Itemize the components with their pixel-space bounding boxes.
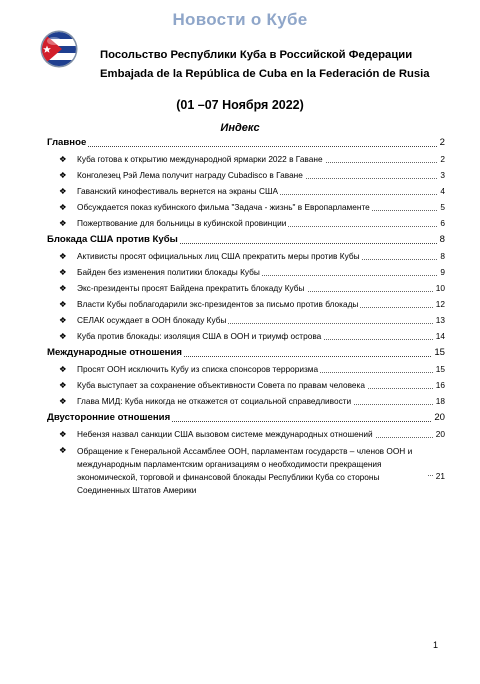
- diamond-bullet-icon: ❖: [59, 170, 67, 180]
- toc-entry-title: Гаванский кинофестиваль вернется на экраны США: [77, 186, 279, 196]
- toc-entry-title: Куба готова к открытию международной ярмарки 2022 в Гаване: [77, 154, 323, 164]
- page-number: 1: [433, 640, 439, 650]
- toc-section-title: Международные отношения: [47, 347, 182, 358]
- toc-entry-title: Куба против блокады: изоляция США в ООН и триумф острова: [77, 331, 322, 341]
- toc-page-number: 15: [434, 347, 445, 358]
- toc-entry-title: Байден без изменения политики блокады Кубы: [77, 267, 260, 277]
- toc-entry-title: Экс-президенты просят Байдена прекратить блокаду Кубы: [77, 283, 305, 293]
- toc-entry-title: Куба выступает за сохранение объективности Совета по правам человека: [77, 380, 365, 390]
- toc-page-number: 20: [435, 429, 445, 439]
- toc-section-bilateral[interactable]: [47, 411, 445, 428]
- dot-leader: [47, 146, 445, 147]
- toc-page-number: 20: [434, 412, 445, 423]
- toc-entry[interactable]: [47, 282, 445, 298]
- diamond-bullet-icon: ❖: [59, 331, 67, 341]
- toc-section-international[interactable]: [47, 346, 445, 363]
- toc-page-number: 8: [440, 251, 445, 261]
- toc-page-number: 14: [435, 331, 445, 341]
- diamond-bullet-icon: ❖: [59, 429, 67, 439]
- toc-entry[interactable]: [47, 395, 445, 411]
- diamond-bullet-icon: ❖: [59, 218, 67, 228]
- toc-entry-title: Глава МИД: Куба никогда не откажется от социальной справедливости: [77, 396, 352, 406]
- toc-page-number: 6: [440, 218, 445, 228]
- toc-entry[interactable]: [47, 266, 445, 282]
- diamond-bullet-icon: ❖: [59, 396, 67, 406]
- toc-page-number: 9: [440, 267, 445, 277]
- diamond-bullet-icon: ❖: [59, 315, 67, 325]
- toc-page-number: 8: [439, 234, 445, 245]
- toc-entry-title: Пожертвование для больницы в кубинской провинции: [77, 218, 287, 228]
- diamond-bullet-icon: ❖: [59, 380, 67, 390]
- toc-section-blockade[interactable]: [47, 233, 445, 250]
- toc-entry-title: Небензя назвал санкции США вызовом системе международных отношений: [77, 429, 373, 439]
- toc-entry[interactable]: [47, 379, 445, 395]
- toc-section-title: Двусторонние отношения: [47, 412, 171, 423]
- masthead: [0, 10, 480, 30]
- toc-page-number: 10: [435, 283, 445, 293]
- toc-section-main[interactable]: [47, 136, 445, 153]
- toc-entry[interactable]: [47, 314, 445, 330]
- toc-page-number: 2: [439, 137, 445, 148]
- toc-entry[interactable]: [47, 363, 445, 379]
- diamond-bullet-icon: ❖: [59, 364, 67, 374]
- diamond-bullet-icon: ❖: [59, 267, 67, 277]
- toc-page-number: 15: [435, 364, 445, 374]
- diamond-bullet-icon: ❖: [59, 445, 67, 455]
- toc-page-number: 3: [440, 170, 445, 180]
- date-range: (01 –07 Ноября 2022): [176, 98, 304, 112]
- news-title: Новости о Кубе: [172, 10, 308, 29]
- toc-page-number: 4: [440, 186, 445, 196]
- diamond-bullet-icon: ❖: [59, 299, 67, 309]
- toc-section-title: Главное: [47, 137, 87, 148]
- diamond-bullet-icon: ❖: [59, 283, 67, 293]
- diamond-bullet-icon: ❖: [59, 251, 67, 261]
- index-title: Индекс: [220, 122, 260, 134]
- toc-entry[interactable]: [47, 330, 445, 346]
- toc-entry-title: Просят ООН исключить Кубу из списка спонсоров терроризма: [77, 364, 319, 374]
- embassy-name-ru: Посольство Республики Куба в Российской Федерации: [100, 49, 413, 61]
- toc-entry[interactable]: [47, 185, 445, 201]
- toc-entry[interactable]: [47, 298, 445, 314]
- diamond-bullet-icon: ❖: [59, 186, 67, 196]
- toc-entry[interactable]: [47, 201, 445, 217]
- cuban-flag-globe-icon: [40, 30, 78, 68]
- toc-entry-title: СЕЛАК осуждает в ООН блокаду Кубы: [77, 315, 227, 325]
- toc-section-title: Блокада США против Кубы: [47, 234, 178, 245]
- embassy-name-es: Embajada de la República de Cuba en la Federación de Rusia: [100, 68, 430, 80]
- diamond-bullet-icon: ❖: [59, 202, 67, 212]
- toc-page-number: 18: [435, 396, 445, 406]
- toc-entry-title: Власти Кубы поблагодарили экс-президентов за письмо против блокады: [77, 299, 359, 309]
- toc-entry-title: Обсуждается показ кубинского фильма "Задача - жизнь" в Европарламенте: [77, 202, 370, 212]
- toc-entry-title: Активисты просят официальных лиц США прекратить меры против Кубы: [77, 251, 360, 261]
- toc-page-number: 2: [440, 154, 445, 164]
- toc-entry[interactable]: [47, 217, 445, 233]
- toc-entry[interactable]: [47, 153, 445, 169]
- toc-entry[interactable]: [47, 444, 445, 495]
- toc-entry[interactable]: [47, 428, 445, 444]
- toc-page-number: 13: [435, 315, 445, 325]
- toc-page-number: 12: [435, 299, 445, 309]
- toc-entry-title: Конголезец Рэй Лема получит награду Cubadisco в Гаване: [77, 170, 303, 180]
- toc-entry[interactable]: [47, 169, 445, 185]
- table-of-contents: [47, 136, 445, 495]
- toc-page-number: 21: [435, 471, 445, 481]
- toc-entry[interactable]: [47, 250, 445, 266]
- diamond-bullet-icon: ❖: [59, 154, 67, 164]
- toc-page-number: 5: [440, 202, 445, 212]
- toc-entry-title: Обращение к Генеральной Ассамблее ООН, парламентам государств – членов ООН и международным парламентским организациям о необходимости прекращения экономической, торговой и финансовой блокады Республики Куба со стороны Соединенных Штатов Америки: [77, 445, 427, 497]
- toc-page-number: 16: [435, 380, 445, 390]
